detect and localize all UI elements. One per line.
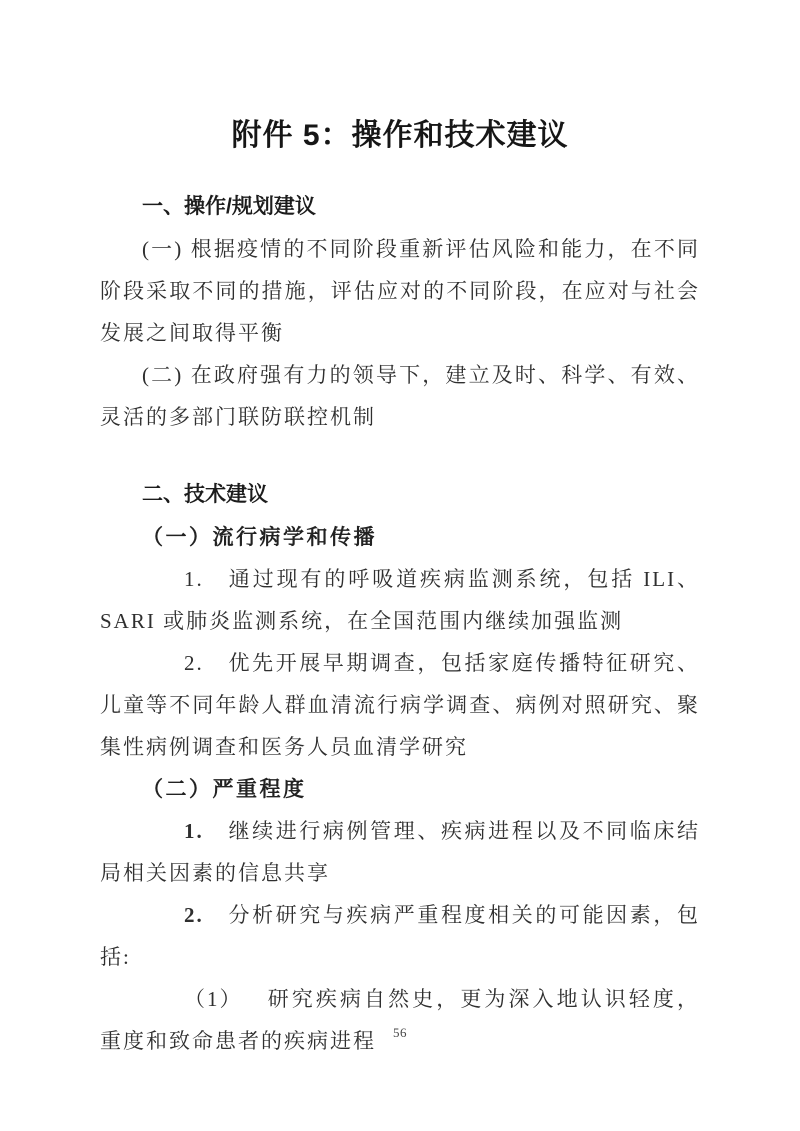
- paragraph-operational-1: (一) 根据疫情的不同阶段重新评估风险和能力，在不同阶段采取不同的措施，评估应对的不同阶段，在应对与社会发展之间取得平衡: [100, 237, 700, 345]
- epidemiology-item-2: [100, 642, 700, 768]
- severity-item-2: [100, 894, 700, 978]
- severity-item-1-number: 1.: [184, 819, 204, 843]
- document-title: 附件 5：操作和技术建议: [231, 119, 569, 152]
- page-number: 56: [393, 1025, 407, 1040]
- paragraph-operational-2: (二) 在政府强有力的领导下，建立及时、科学、有效、灵活的多部门联防联控机制: [100, 363, 700, 429]
- severity-item-1: [100, 810, 700, 894]
- epidemiology-item-1-number: 1.: [184, 567, 204, 591]
- epidemiology-item-2-text: 优先开展早期调查，包括家庭传播特征研究、儿童等不同年龄人群血清流行病学调查、病例对照研究、聚集性病例调查和医务人员血清学研究: [100, 651, 700, 759]
- subsection-epidemiology-heading: （一）流行病学和传播: [142, 525, 377, 549]
- severity-item-2-number: 2.: [184, 903, 204, 927]
- severity-item-1-text: 继续进行病例管理、疾病进程以及不同临床结局相关因素的信息共享: [100, 819, 700, 885]
- epidemiology-item-1-text: 通过现有的呼吸道疾病监测系统，包括 ILI、SARI 或肺炎监测系统，在全国范围内继续加强监测: [100, 567, 700, 633]
- severity-subitem-1-number: （1）: [184, 987, 243, 1011]
- section-operational-heading: 一、操作/规划建议: [142, 195, 316, 218]
- severity-item-2-text: 分析研究与疾病严重程度相关的可能因素，包括:: [100, 903, 700, 969]
- section-technical-heading: 二、技术建议: [142, 483, 268, 506]
- subsection-severity-heading: （二）严重程度: [142, 777, 307, 801]
- epidemiology-item-1: [100, 558, 700, 642]
- severity-subitem-1: [100, 978, 700, 1062]
- severity-subitem-1-text: 研究疾病自然史，更为深入地认识轻度，重度和致命患者的疾病进程: [100, 987, 700, 1053]
- epidemiology-item-2-number: 2.: [184, 651, 204, 675]
